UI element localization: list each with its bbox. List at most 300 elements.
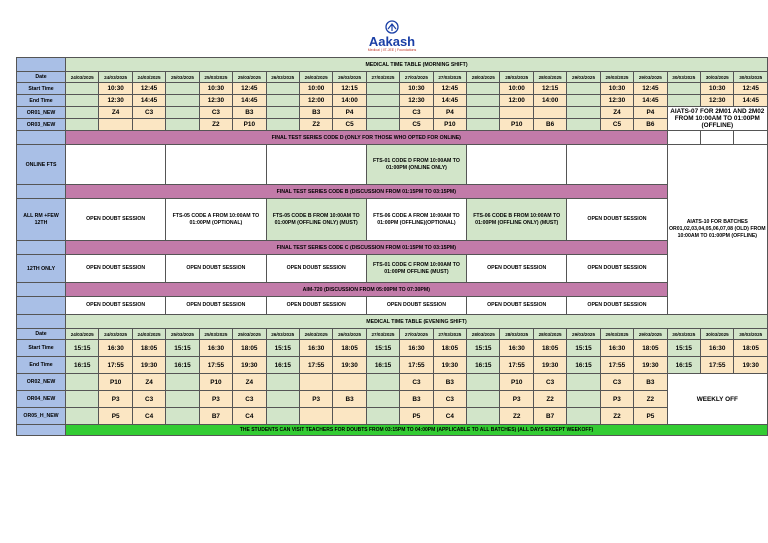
evening-header-row bbox=[17, 315, 768, 329]
cell bbox=[17, 58, 66, 72]
weekly-off-cell: WEEKLY OFF bbox=[667, 374, 767, 425]
time-cell bbox=[467, 83, 500, 95]
time-cell: 25/03/2025 bbox=[199, 329, 232, 340]
time-cell: B6 bbox=[634, 119, 667, 131]
cell bbox=[266, 145, 366, 185]
time-cell: 16:30 bbox=[701, 340, 734, 357]
aakash-emblem-icon bbox=[385, 20, 399, 34]
time-cell: 26/03/2025 bbox=[299, 329, 332, 340]
row-label: End Time bbox=[17, 95, 66, 107]
time-cell bbox=[66, 408, 99, 425]
time-cell: 16:30 bbox=[600, 340, 633, 357]
time-cell bbox=[266, 408, 299, 425]
time-cell: C3 bbox=[400, 374, 433, 391]
end-time-row bbox=[17, 95, 768, 107]
time-cell bbox=[266, 374, 299, 391]
time-cell: 14:00 bbox=[533, 95, 566, 107]
time-cell: C5 bbox=[333, 119, 366, 131]
time-cell: 17:55 bbox=[500, 357, 533, 374]
time-cell: B3 bbox=[634, 374, 667, 391]
aim-header bbox=[17, 283, 768, 297]
time-cell bbox=[66, 119, 99, 131]
aim-cell: OPEN DOUBT SESSION bbox=[266, 297, 366, 315]
time-cell bbox=[467, 408, 500, 425]
time-cell: B3 bbox=[400, 391, 433, 408]
time-cell: 25/03/2025 bbox=[233, 72, 266, 83]
cell bbox=[701, 131, 734, 145]
row-label: ONLINE FTS bbox=[17, 145, 66, 185]
cell bbox=[17, 241, 66, 255]
fts-c-header bbox=[17, 241, 768, 255]
fts-c-cell: OPEN DOUBT SESSION bbox=[166, 255, 266, 283]
time-cell: 19:30 bbox=[533, 357, 566, 374]
time-cell: C3 bbox=[132, 391, 165, 408]
time-cell: 17:55 bbox=[299, 357, 332, 374]
time-cell: 16:30 bbox=[500, 340, 533, 357]
online-fts-row bbox=[17, 145, 768, 185]
time-cell: 29/03/2025 bbox=[634, 72, 667, 83]
time-cell: 17:55 bbox=[701, 357, 734, 374]
row-label: ALL RM +FEW 12TH bbox=[17, 199, 66, 241]
evening-shift-title: MEDICAL TIME TABLE (EVENING SHIFT) bbox=[66, 315, 768, 329]
aakash-logo bbox=[352, 20, 432, 58]
time-cell: P3 bbox=[600, 391, 633, 408]
time-cell: P10 bbox=[199, 374, 232, 391]
time-cell bbox=[567, 83, 600, 95]
time-cell: Z2 bbox=[199, 119, 232, 131]
time-cell bbox=[66, 391, 99, 408]
timetable bbox=[16, 57, 768, 436]
or01-row bbox=[17, 107, 768, 119]
time-cell: 16:15 bbox=[667, 357, 700, 374]
time-cell: P5 bbox=[99, 408, 132, 425]
time-cell: 30/03/2025 bbox=[701, 329, 734, 340]
time-cell: C3 bbox=[199, 107, 232, 119]
time-cell bbox=[567, 374, 600, 391]
time-cell bbox=[366, 95, 399, 107]
time-cell: C4 bbox=[433, 408, 466, 425]
time-cell: Z4 bbox=[600, 107, 633, 119]
time-cell: 15:15 bbox=[567, 340, 600, 357]
time-cell: 16:15 bbox=[467, 357, 500, 374]
time-cell: 14:45 bbox=[132, 95, 165, 107]
time-cell bbox=[567, 119, 600, 131]
allrm-row bbox=[17, 199, 768, 241]
time-cell: P10 bbox=[500, 119, 533, 131]
time-cell: 14:00 bbox=[333, 95, 366, 107]
time-cell: C3 bbox=[533, 374, 566, 391]
time-cell: C4 bbox=[132, 408, 165, 425]
time-cell: 14:45 bbox=[734, 95, 768, 107]
time-cell: 28/03/2025 bbox=[500, 72, 533, 83]
cell bbox=[66, 145, 166, 185]
fts-c-cell: OPEN DOUBT SESSION bbox=[567, 255, 667, 283]
time-cell: 18:05 bbox=[734, 340, 768, 357]
time-cell: 24/03/2025 bbox=[132, 329, 165, 340]
time-cell: 10:30 bbox=[199, 83, 232, 95]
time-cell: Z2 bbox=[533, 391, 566, 408]
time-cell: 27/03/2025 bbox=[400, 72, 433, 83]
time-cell bbox=[467, 119, 500, 131]
time-cell bbox=[66, 107, 99, 119]
time-cell: 27/03/2025 bbox=[433, 329, 466, 340]
time-cell: 14:45 bbox=[433, 95, 466, 107]
time-cell bbox=[299, 408, 332, 425]
time-cell: 12:45 bbox=[233, 83, 266, 95]
row-label: OR03_NEW bbox=[17, 119, 66, 131]
morning-header-row bbox=[17, 58, 768, 72]
time-cell: 10:30 bbox=[701, 83, 734, 95]
time-cell: 26/03/2025 bbox=[333, 329, 366, 340]
time-cell: C3 bbox=[433, 391, 466, 408]
cell bbox=[17, 283, 66, 297]
time-cell bbox=[166, 83, 199, 95]
time-cell: 12:45 bbox=[132, 83, 165, 95]
time-cell bbox=[166, 95, 199, 107]
time-cell: 17:55 bbox=[600, 357, 633, 374]
or04-row bbox=[17, 391, 768, 408]
time-cell: 30/03/2025 bbox=[734, 72, 768, 83]
or02-row bbox=[17, 374, 768, 391]
time-cell: B3 bbox=[233, 107, 266, 119]
time-cell: P10 bbox=[500, 374, 533, 391]
time-cell bbox=[266, 95, 299, 107]
row-label: End Time bbox=[17, 357, 66, 374]
time-cell: C5 bbox=[400, 119, 433, 131]
time-cell bbox=[567, 107, 600, 119]
aim-cell: OPEN DOUBT SESSION bbox=[467, 297, 567, 315]
time-cell: P5 bbox=[400, 408, 433, 425]
fts-d-title: FINAL TEST SERIES CODE D (ONLY FOR THOSE WHO OPTED FOR ONLINE) bbox=[66, 131, 668, 145]
time-cell bbox=[567, 391, 600, 408]
time-cell bbox=[166, 391, 199, 408]
time-cell bbox=[266, 391, 299, 408]
fts-d-header bbox=[17, 131, 768, 145]
time-cell: Z2 bbox=[299, 119, 332, 131]
or03-row bbox=[17, 119, 768, 131]
time-cell: 16:30 bbox=[99, 340, 132, 357]
time-cell: 12:00 bbox=[500, 95, 533, 107]
time-cell: 25/03/2025 bbox=[166, 329, 199, 340]
time-cell: 12:45 bbox=[634, 83, 667, 95]
time-cell: 28/03/2025 bbox=[533, 72, 566, 83]
aim-cell: OPEN DOUBT SESSION bbox=[567, 297, 667, 315]
time-cell: P4 bbox=[634, 107, 667, 119]
time-cell: 27/03/2025 bbox=[433, 72, 466, 83]
time-cell: 15:15 bbox=[166, 340, 199, 357]
time-cell: 19:30 bbox=[734, 357, 768, 374]
time-cell: 15:15 bbox=[667, 340, 700, 357]
time-cell: 19:30 bbox=[433, 357, 466, 374]
time-cell bbox=[567, 408, 600, 425]
cell bbox=[166, 145, 266, 185]
time-cell: 10:30 bbox=[600, 83, 633, 95]
row-label: OR05_H_NEW bbox=[17, 408, 66, 425]
time-cell: 16:15 bbox=[567, 357, 600, 374]
time-cell bbox=[467, 107, 500, 119]
cell bbox=[567, 145, 667, 185]
time-cell: 19:30 bbox=[634, 357, 667, 374]
time-cell: C4 bbox=[233, 408, 266, 425]
cell bbox=[17, 425, 66, 436]
cell bbox=[17, 315, 66, 329]
time-cell: 28/03/2025 bbox=[467, 329, 500, 340]
time-cell bbox=[166, 374, 199, 391]
fts-b-cell: FTS-05 CODE B FROM 10:00AM TO 01:00PM (OFFLINE ONLY) (MUST) bbox=[266, 199, 366, 241]
time-cell: 12:15 bbox=[333, 83, 366, 95]
time-cell: 16:15 bbox=[266, 357, 299, 374]
time-cell: 10:30 bbox=[99, 83, 132, 95]
footer-note: THE STUDENTS CAN VISIT TEACHERS FOR DOUBTS FROM 03:15PM TO 04:00PM (APPLICABLE TO ALL BATCHES) (ALL DAYS EXCEPT WEEKOFF) bbox=[66, 425, 768, 436]
time-cell: 12:30 bbox=[701, 95, 734, 107]
time-cell: P10 bbox=[99, 374, 132, 391]
time-cell: 10:00 bbox=[500, 83, 533, 95]
or05-row bbox=[17, 408, 768, 425]
time-cell: 24/03/2025 bbox=[132, 72, 165, 83]
time-cell bbox=[266, 107, 299, 119]
time-cell: 29/03/2025 bbox=[567, 72, 600, 83]
time-cell: Z4 bbox=[132, 374, 165, 391]
evening-start-row bbox=[17, 340, 768, 357]
time-cell: 28/03/2025 bbox=[533, 329, 566, 340]
fts-c-cell: OPEN DOUBT SESSION bbox=[66, 255, 166, 283]
time-cell: Z2 bbox=[500, 408, 533, 425]
time-cell: 27/03/2025 bbox=[366, 72, 399, 83]
time-cell: 25/03/2025 bbox=[199, 72, 232, 83]
time-cell bbox=[166, 107, 199, 119]
time-cell: 30/03/2025 bbox=[701, 72, 734, 83]
fts-b-cell: OPEN DOUBT SESSION bbox=[66, 199, 166, 241]
time-cell: 16:30 bbox=[199, 340, 232, 357]
time-cell: 15:15 bbox=[467, 340, 500, 357]
time-cell bbox=[66, 374, 99, 391]
row-label: OR04_NEW bbox=[17, 391, 66, 408]
time-cell: 12:30 bbox=[99, 95, 132, 107]
time-cell bbox=[533, 107, 566, 119]
time-cell: 14:45 bbox=[634, 95, 667, 107]
evening-date-row bbox=[17, 329, 768, 340]
time-cell bbox=[266, 83, 299, 95]
time-cell: 26/03/2025 bbox=[266, 72, 299, 83]
time-cell: B6 bbox=[533, 119, 566, 131]
time-cell: 27/03/2025 bbox=[366, 329, 399, 340]
time-cell: B3 bbox=[333, 391, 366, 408]
row-label: Date bbox=[17, 329, 66, 340]
time-cell: 16:15 bbox=[166, 357, 199, 374]
time-cell: 17:55 bbox=[400, 357, 433, 374]
row-label: 12TH ONLY bbox=[17, 255, 66, 283]
time-cell: 27/03/2025 bbox=[400, 329, 433, 340]
time-cell: 16:15 bbox=[66, 357, 99, 374]
time-cell bbox=[366, 391, 399, 408]
twelfth-row bbox=[17, 255, 768, 283]
time-cell: Z4 bbox=[233, 374, 266, 391]
time-cell: 12:30 bbox=[199, 95, 232, 107]
time-cell bbox=[467, 391, 500, 408]
time-cell: P5 bbox=[634, 408, 667, 425]
time-cell: 29/03/2025 bbox=[600, 329, 633, 340]
time-cell: 18:05 bbox=[533, 340, 566, 357]
aim-cell: OPEN DOUBT SESSION bbox=[366, 297, 466, 315]
time-cell: 17:55 bbox=[199, 357, 232, 374]
time-cell: 15:15 bbox=[266, 340, 299, 357]
time-cell: P10 bbox=[433, 119, 466, 131]
time-cell: 24/03/2025 bbox=[66, 329, 99, 340]
aim-cell: OPEN DOUBT SESSION bbox=[166, 297, 266, 315]
time-cell bbox=[567, 95, 600, 107]
time-cell: 28/03/2025 bbox=[467, 72, 500, 83]
time-cell: C3 bbox=[400, 107, 433, 119]
time-cell: 19:30 bbox=[132, 357, 165, 374]
fts-c-cell: OPEN DOUBT SESSION bbox=[266, 255, 366, 283]
time-cell: 24/03/2025 bbox=[99, 329, 132, 340]
cell bbox=[467, 145, 567, 185]
time-cell: C3 bbox=[132, 107, 165, 119]
time-cell: P3 bbox=[299, 391, 332, 408]
brand-name: Aakash bbox=[368, 34, 416, 49]
time-cell: C3 bbox=[600, 374, 633, 391]
time-cell: 25/03/2025 bbox=[233, 329, 266, 340]
time-cell bbox=[299, 374, 332, 391]
time-cell: 19:30 bbox=[233, 357, 266, 374]
time-cell bbox=[366, 119, 399, 131]
time-cell bbox=[266, 119, 299, 131]
time-cell bbox=[66, 95, 99, 107]
start-time-row bbox=[17, 83, 768, 95]
time-cell: 12:30 bbox=[600, 95, 633, 107]
fts-b-header bbox=[17, 185, 768, 199]
time-cell: 15:15 bbox=[66, 340, 99, 357]
time-cell: 29/03/2025 bbox=[600, 72, 633, 83]
aiats07-cell: AIATS-07 FOR 2M01 AND 2M02 FROM 10:00AM TO 01:00PM (OFFLINE) bbox=[667, 107, 767, 131]
fts-c-title: FINAL TEST SERIES CODE C (DISCUSSION FROM 01:15PM TO 03:15PM) bbox=[66, 241, 668, 255]
evening-end-row bbox=[17, 357, 768, 374]
time-cell: 26/03/2025 bbox=[333, 72, 366, 83]
time-cell: Z2 bbox=[600, 408, 633, 425]
time-cell: 14:45 bbox=[233, 95, 266, 107]
cell bbox=[17, 131, 66, 145]
time-cell: 12:00 bbox=[299, 95, 332, 107]
time-cell bbox=[500, 107, 533, 119]
fts-c-cell: FTS-01 CODE C FROM 10:00AM TO 01:00PM OFFLINE (MUST) bbox=[366, 255, 466, 283]
time-cell: P3 bbox=[500, 391, 533, 408]
time-cell: 26/03/2025 bbox=[266, 329, 299, 340]
time-cell: 10:00 bbox=[299, 83, 332, 95]
time-cell bbox=[366, 107, 399, 119]
cell bbox=[667, 131, 700, 145]
time-cell: P3 bbox=[99, 391, 132, 408]
time-cell: B3 bbox=[299, 107, 332, 119]
fts-b-cell: FTS-06 CODE B FROM 10:00AM TO 01:00PM (OFFLINE ONLY) (MUST) bbox=[467, 199, 567, 241]
time-cell: 30/03/2025 bbox=[667, 72, 700, 83]
time-cell: 16:30 bbox=[299, 340, 332, 357]
time-cell: P3 bbox=[199, 391, 232, 408]
time-cell bbox=[667, 95, 700, 107]
aiats10-cell: AIATS-10 FOR BATCHES OR01,02,03,04,05,06,07,08 (OLD) FROM 10:00AM TO 01:00PM (OFFLINE) bbox=[667, 145, 767, 315]
time-cell: C3 bbox=[233, 391, 266, 408]
time-cell: 24/03/2025 bbox=[99, 72, 132, 83]
time-cell bbox=[667, 83, 700, 95]
fts-b-cell: FTS-06 CODE A FROM 10:00AM TO 01:00PM (OFFLINE)(OPTIONAL) bbox=[366, 199, 466, 241]
time-cell bbox=[467, 95, 500, 107]
time-cell: 15:15 bbox=[366, 340, 399, 357]
time-cell: Z2 bbox=[634, 391, 667, 408]
time-cell: P4 bbox=[333, 107, 366, 119]
time-cell: 18:05 bbox=[233, 340, 266, 357]
time-cell: Z4 bbox=[99, 107, 132, 119]
time-cell: 12:45 bbox=[433, 83, 466, 95]
aim-title: AIM-720 (DISCUSSION FROM 05:00PM TO 07:30PM) bbox=[66, 283, 668, 297]
time-cell bbox=[66, 83, 99, 95]
footer-row bbox=[17, 425, 768, 436]
time-cell: B7 bbox=[533, 408, 566, 425]
time-cell bbox=[366, 374, 399, 391]
time-cell bbox=[166, 119, 199, 131]
time-cell: P4 bbox=[433, 107, 466, 119]
time-cell: 18:05 bbox=[433, 340, 466, 357]
time-cell: 26/03/2025 bbox=[299, 72, 332, 83]
time-cell: C5 bbox=[600, 119, 633, 131]
row-label: OR02_NEW bbox=[17, 374, 66, 391]
time-cell bbox=[366, 83, 399, 95]
time-cell: 10:30 bbox=[400, 83, 433, 95]
cell bbox=[17, 297, 66, 315]
row-label: OR01_NEW bbox=[17, 107, 66, 119]
fts-c-cell: OPEN DOUBT SESSION bbox=[467, 255, 567, 283]
time-cell bbox=[366, 408, 399, 425]
aim-row bbox=[17, 297, 768, 315]
time-cell: B7 bbox=[199, 408, 232, 425]
time-cell: 30/03/2025 bbox=[734, 329, 768, 340]
time-cell bbox=[132, 119, 165, 131]
time-cell: 12:15 bbox=[533, 83, 566, 95]
time-cell: P10 bbox=[233, 119, 266, 131]
time-cell bbox=[333, 374, 366, 391]
time-cell bbox=[99, 119, 132, 131]
cell bbox=[734, 131, 768, 145]
time-cell: 12:30 bbox=[400, 95, 433, 107]
fts-b-cell: FTS-05 CODE A FROM 10:00AM TO 01:00PM (OPTIONAL) bbox=[166, 199, 266, 241]
time-cell: 19:30 bbox=[333, 357, 366, 374]
date-row bbox=[17, 72, 768, 83]
time-cell: 24/03/2025 bbox=[66, 72, 99, 83]
time-cell: 17:55 bbox=[99, 357, 132, 374]
fts-b-cell: OPEN DOUBT SESSION bbox=[567, 199, 667, 241]
time-cell: 25/03/2025 bbox=[166, 72, 199, 83]
time-cell: 18:05 bbox=[333, 340, 366, 357]
row-label: Start Time bbox=[17, 83, 66, 95]
aim-cell: OPEN DOUBT SESSION bbox=[66, 297, 166, 315]
time-cell: 29/03/2025 bbox=[567, 329, 600, 340]
time-cell: 29/03/2025 bbox=[634, 329, 667, 340]
time-cell: 16:30 bbox=[400, 340, 433, 357]
time-cell: 18:05 bbox=[132, 340, 165, 357]
time-cell bbox=[166, 408, 199, 425]
time-cell: B3 bbox=[433, 374, 466, 391]
fts-b-title: FINAL TEST SERIES CODE B (DISCUSSION FROM 01:15PM TO 03:15PM) bbox=[66, 185, 668, 199]
row-label: Start Time bbox=[17, 340, 66, 357]
time-cell: 12:45 bbox=[734, 83, 768, 95]
morning-shift-title: MEDICAL TIME TABLE (MORNING SHIFT) bbox=[66, 58, 768, 72]
cell bbox=[17, 185, 66, 199]
time-cell: 28/03/2025 bbox=[500, 329, 533, 340]
time-cell bbox=[333, 408, 366, 425]
row-label: Date bbox=[17, 72, 66, 83]
fts-d-cell: FTS-01 CODE D FROM 10:00AM TO 01:00PM (ONLINE ONLY) bbox=[366, 145, 466, 185]
time-cell: 16:15 bbox=[366, 357, 399, 374]
time-cell: 30/03/2025 bbox=[667, 329, 700, 340]
time-cell: 18:05 bbox=[634, 340, 667, 357]
